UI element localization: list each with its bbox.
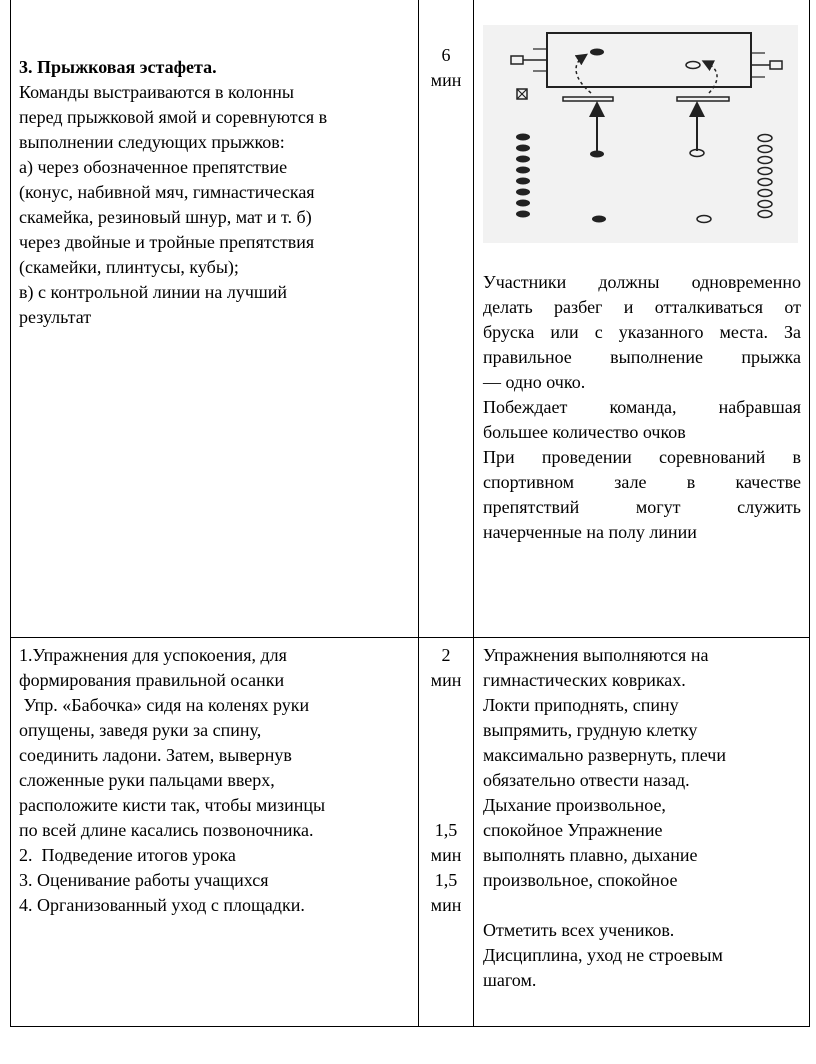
table-line-left [10, 0, 11, 1027]
row2-time-value: 2 [441, 645, 451, 665]
row2-left-line: сложенные руки пальцами вверх, [19, 770, 275, 790]
landing-marker [590, 49, 604, 56]
table-line-right [809, 0, 810, 1027]
team-left-column [516, 134, 530, 218]
row2-time-unit: мин [430, 845, 462, 865]
takeoff-board [677, 97, 729, 101]
table-line-row-divider [10, 637, 810, 638]
row1-right-line: бруска или с указанного места. За [483, 322, 801, 342]
row2-left-line: 4. Организованный уход с площадки. [19, 895, 305, 915]
flag-icon [511, 56, 523, 64]
row2-time-cell-2 [419, 818, 473, 918]
start-marker [697, 216, 711, 223]
row1-left-line: Команды выстраиваются в колонны [19, 82, 294, 102]
row2-right-line: Дыхание произвольное, [483, 795, 666, 815]
row2-right-line: спокойное Упражнение [483, 820, 663, 840]
row2-right-line: Локти приподнять, спину [483, 695, 679, 715]
relay-diagram-svg [483, 25, 798, 243]
row1-left-line: (скамейки, плинтусы, кубы); [19, 257, 239, 277]
row2-time-unit: мин [430, 895, 462, 915]
row2-right-line: Упражнения выполняются на [483, 645, 709, 665]
row1-right-line: большее количество очков [483, 422, 686, 442]
row1-time-unit: мин [430, 70, 462, 90]
row2-left-line: расположите кисти так, чтобы мизинцы [19, 795, 326, 815]
relay-title: 3. Прыжковая эстафета. [19, 57, 217, 77]
takeoff-board [563, 97, 613, 101]
row1-right-line: — одно очко. [483, 372, 586, 392]
table-line-col2 [473, 0, 474, 1027]
row2-right-spacer [483, 893, 801, 918]
row2-left-line: Упр. «Бабочка» сидя на коленях руки [19, 695, 310, 715]
row1-left-cell [19, 55, 414, 330]
row1-left-line: а) через обозначенное препятствие [19, 157, 288, 177]
row2-time-value: 1,5 [434, 820, 458, 840]
relay-diagram [483, 25, 798, 243]
row1-right-line: препятствий могут служить [483, 497, 801, 517]
row1-time-cell [419, 43, 473, 93]
row2-right-line: шагом. [483, 970, 537, 990]
row1-left-line: скамейка, резиновый шнур, мат и т. б) [19, 207, 312, 227]
row1-right-line: спортивном зале в качестве [483, 472, 801, 492]
row1-left-line: через двойные и тройные препятствия [19, 232, 315, 252]
row2-right-line: обязательно отвести назад. [483, 770, 690, 790]
team-right-column [758, 135, 772, 218]
row2-left-line: 3. Оценивание работы учащихся [19, 870, 269, 890]
row1-time-value: 6 [441, 45, 451, 65]
row1-right-line: Побеждает команда, набравшая [483, 397, 801, 417]
row1-right-line: Участники должны одновременно [483, 272, 801, 292]
table-line-bottom [10, 1026, 810, 1027]
row2-right-line: выполнять плавно, дыхание [483, 845, 698, 865]
row2-left-line: опущены, заведя руки за спину, [19, 720, 262, 740]
row2-left-line: формирования правильной осанки [19, 670, 285, 690]
row2-left-line: соединить ладони. Затем, вывернув [19, 745, 292, 765]
row2-time-value: 1,5 [434, 870, 458, 890]
row1-left-line: перед прыжковой ямой и соревнуются в [19, 107, 328, 127]
row2-time-cell-1 [419, 643, 473, 693]
row1-left-line: результат [19, 307, 92, 327]
runner-marker [590, 151, 604, 158]
row1-right-line: делать разбег и отталкиваться от [483, 297, 801, 317]
row1-left-line: выполнении следующих прыжков: [19, 132, 285, 152]
row2-left-line: 2. Подведение итогов урока [19, 845, 236, 865]
row2-left-cell [19, 643, 414, 918]
row2-right-line: выпрямить, грудную клетку [483, 720, 698, 740]
row1-left-line: в) с контрольной линии на лучший [19, 282, 288, 302]
row2-right-cell [483, 643, 801, 993]
row2-right-line: произвольное, спокойное [483, 870, 678, 890]
row1-right-line: правильное выполнение прыжка [483, 347, 801, 367]
row2-right-line: Дисциплина, уход не строевым [483, 945, 723, 965]
row2-left-line: по всей длине касались позвоночника. [19, 820, 314, 840]
row2-right-line: Отметить всех учеников. [483, 920, 675, 940]
flag-icon [770, 61, 782, 69]
row2-right-line: максимально развернуть, плечи [483, 745, 726, 765]
row1-right-line: начерченные на полу линии [483, 522, 697, 542]
start-marker [592, 216, 606, 223]
row2-right-line: гимнастических ковриках. [483, 670, 686, 690]
row1-right-line: При проведении соревнований в [483, 447, 801, 467]
row1-right-cell [483, 270, 801, 545]
row2-left-line: 1.Упражнения для успокоения, для [19, 645, 287, 665]
row1-left-line: (конус, набивной мяч, гимнастическая [19, 182, 315, 202]
row2-time-unit: мин [430, 670, 462, 690]
jumping-pit [547, 33, 751, 87]
landing-marker [686, 62, 700, 69]
